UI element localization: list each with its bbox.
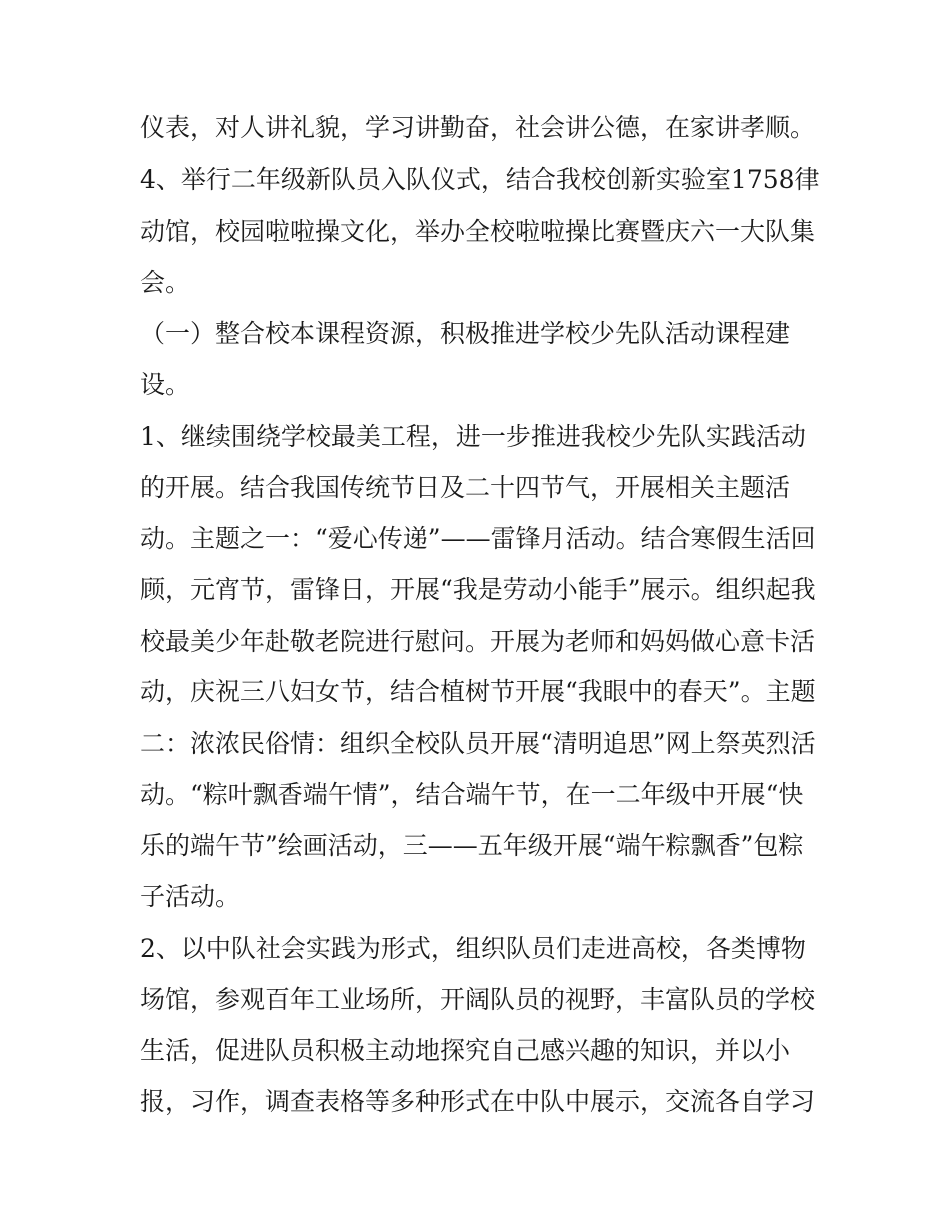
- text-line: 乐的端午节”绘画活动，三——五年级开展“端午粽飘香”包粽: [140, 831, 804, 860]
- text-line: 4、举行二年级新队员入队仪式，结合我校创新实验室1758律: [140, 165, 820, 194]
- text-line: 生活，促进队员积极主动地探究自己感兴趣的知识，并以小: [140, 1036, 791, 1065]
- text-line: 场馆，参观百年工业场所，开阔队员的视野，丰富队员的学校: [140, 985, 816, 1014]
- text-line: 动，庆祝三八妇女节，结合植树节开展“我眼中的春天”。主题: [140, 677, 816, 706]
- text-line: 报，习作，调查表格等多种形式在中队中展示，交流各自学习: [140, 1087, 816, 1116]
- text-line: 会。: [140, 268, 191, 297]
- text-line: 的开展。结合我国传统节日及二十四节气，开展相关主题活: [140, 473, 791, 502]
- text-line: 动馆，校园啦啦操文化，举办全校啦啦操比赛暨庆六一大队集: [140, 217, 816, 246]
- text-line: 1、继续围绕学校最美工程，进一步推进我校少先队实践活动: [140, 422, 806, 451]
- text-line: 子活动。: [140, 882, 241, 911]
- text-line: 顾，元宵节，雷锋日，开展“我是劳动小能手”展示。组织起我: [140, 575, 816, 604]
- text-line: 2、以中队社会实践为形式，组织队员们走进高校，各类博物: [140, 934, 806, 963]
- text-line: 校最美少年赴敬老院进行慰问。开展为老师和妈妈做心意卡活: [140, 627, 816, 656]
- section-heading: （一）整合校本课程资源，积极推进学校少先队活动课程建: [140, 319, 791, 348]
- text-line: 仪表，对人讲礼貌，学习讲勤奋，社会讲公德，在家讲孝顺。: [140, 113, 816, 142]
- section-heading: 设。: [140, 370, 191, 399]
- text-line: 二：浓浓民俗情：组织全校队员开展“清明追思”网上祭英烈活: [140, 729, 816, 758]
- text-line: 动。主题之一：“爱心传递”——雷锋月活动。结合寒假生活回: [140, 524, 816, 553]
- text-line: 动。“粽叶飘香端午情”，结合端午节，在一二年级中开展“快: [140, 780, 804, 809]
